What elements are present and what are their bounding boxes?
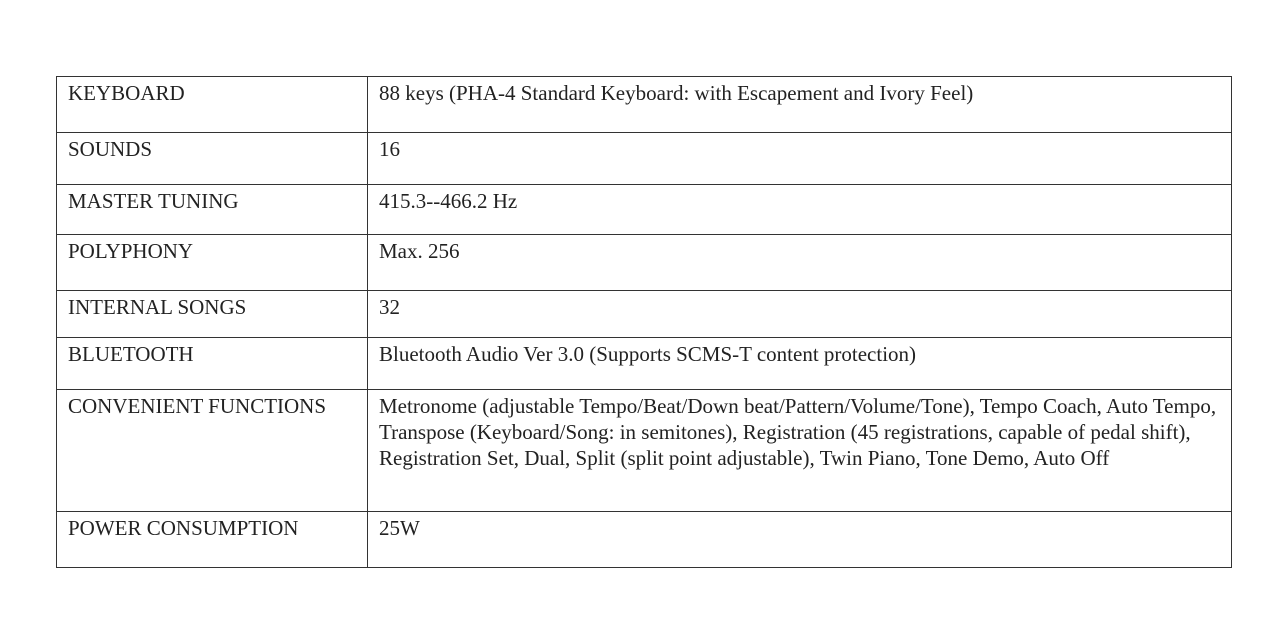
spec-value: Metronome (adjustable Tempo/Beat/Down beat/Pattern/Volume/Tone), Tempo Coach, Auto Tempo, Transpose (Keyboard/Song: in semitones), Registration (45 registrations, capable of pedal shift), Registration Set, Dual, Split (split point adjustable), Twin Piano, Tone Demo, Auto Off xyxy=(368,390,1232,512)
spec-label: POWER CONSUMPTION xyxy=(57,512,368,568)
spec-label: POLYPHONY xyxy=(57,235,368,291)
spec-label: KEYBOARD xyxy=(57,77,368,133)
table-row xyxy=(57,291,1232,338)
spec-value: Bluetooth Audio Ver 3.0 (Supports SCMS-T content protection) xyxy=(368,338,1232,390)
spec-label: INTERNAL SONGS xyxy=(57,291,368,338)
table-row xyxy=(57,338,1232,390)
spec-value: 88 keys (PHA-4 Standard Keyboard: with Escapement and Ivory Feel) xyxy=(368,77,1232,133)
table-row xyxy=(57,235,1232,291)
spec-label: BLUETOOTH xyxy=(57,338,368,390)
spec-value: 16 xyxy=(368,133,1232,185)
table-row xyxy=(57,512,1232,568)
table-row xyxy=(57,390,1232,512)
spec-value: 32 xyxy=(368,291,1232,338)
spec-value: 25W xyxy=(368,512,1232,568)
table-row xyxy=(57,133,1232,185)
spec-value: Max. 256 xyxy=(368,235,1232,291)
table-row xyxy=(57,185,1232,235)
spec-label: MASTER TUNING xyxy=(57,185,368,235)
spec-table xyxy=(56,76,1232,568)
spec-label: SOUNDS xyxy=(57,133,368,185)
spec-label: CONVENIENT FUNCTIONS xyxy=(57,390,368,512)
table-row xyxy=(57,77,1232,133)
spec-value: 415.3--466.2 Hz xyxy=(368,185,1232,235)
